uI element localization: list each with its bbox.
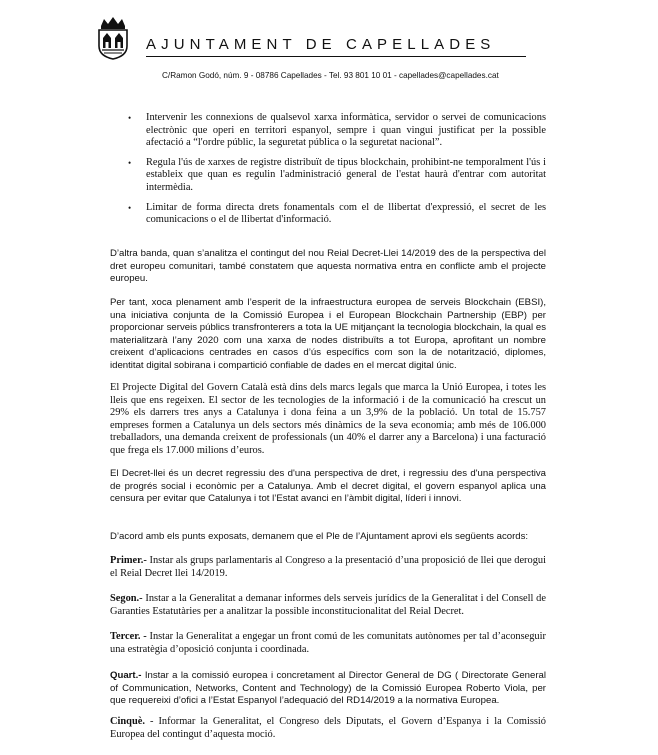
- agreement-label: Segon.-: [110, 593, 143, 604]
- bullet-icon: •: [128, 113, 132, 123]
- agreement-item: Quart.- Instar a la comissió europea i concretament al Director General de DG ( Directorate General of Communication, Networks, Content and Technology) de la Comissió Europea Roberto Viola, per que requereixi d’ofici a l’Estat Espanyol l’adequació del RD14/2019 a la normativa Europea.: [110, 670, 546, 707]
- paragraph: D’altra banda, quan s’analitza el contingut del nou Reial Decret-Llei 14/2019 des de la perspectiva del dret europeu comunitari, també constatem que aquesta normativa entra en conflicte amb el projecte europeu.: [110, 248, 546, 285]
- bullet-icon: •: [128, 157, 132, 168]
- list-item: • Regula l'ús de xarxes de registre distribuït de tipus blockchain, prohibint-ne temporalment l'ús i estableix que quan es regulin l'administració general de l'estat haurà d'entrar com autoritat intermèdia.: [128, 156, 546, 193]
- bullet-list: [110, 112, 546, 234]
- paragraph: D’acord amb els punts exposats, demanem que el Ple de l’Ajuntament aprovi els següents acords:: [110, 531, 529, 542]
- title-underline: [146, 56, 526, 57]
- agreement-label: Quart.-: [110, 670, 142, 681]
- agreement-label: Cinquè.: [110, 716, 145, 727]
- paragraph: El Decret-llei és un decret regressiu des d'una perspectiva de dret, i regressiu des d'una perspectiva de progrés social i econòmic per a Catalunya. Amb el decret digital, el govern espanyol aplica una censura per evitar que Catalunya i tot l’Estat avanci en l’àmbit digital, líderi i innovi.: [110, 468, 546, 505]
- paragraph: Per tant, xoca plenament amb l’esperit de la infraestructura europea de serveis Blockchain (EBSI), una iniciativa conjunta de la Comissió Europea i el European Blockchain Partnership (EBP) per proporcionar serveis públics transfronterers a tota la UE mitjançant la tecnologia blockchain, la qual es materialitzarà l’any 2020 com una xarxa de nodes distribuïts a tot Europa, aprofitant un nombre creixent d’aplicacions centrades en casos d’ús específics com son la de notarització, diplomes, identitat digital sobirana i compartició confiable de dades en el mercat digital únic.: [110, 297, 546, 371]
- list-item: • Limitar de forma directa drets fonamentals com el de llibertat d'expressió, el secret de les comunicacions o el de llibertat d'informació.: [128, 201, 546, 226]
- bullet-icon: •: [128, 202, 132, 213]
- paragraph: El Projecte Digital del Govern Català està dins dels marcs legals que marca la Unió Europea, i totes les lleis que ens regeixen. El sector de les tecnologies de la informació i de la comunicació ha crescut un 29% els darrers tres anys a Catalunya i dona feina a un 3,9% de la població. Un total de 15.757 empreses formen a Catalunya un dels sectors més dinàmics de la seva economia; amb més de 106.000 treballadors, una demanda creixent de professionals (un 40% el darrer any a Barcelona) i una facturació que frega els 17.000 milions d’euros.: [110, 382, 546, 456]
- agreement-label: Tercer. -: [110, 631, 147, 642]
- agreement-item: Tercer. - Instar la Generalitat a engegar un front comú de les comunitats autònomes per tal d’aconseguir una estratègia d’oposició conjunta i coordinada.: [110, 631, 546, 655]
- letterhead: [0, 0, 658, 90]
- coat-of-arms-logo: [95, 16, 131, 60]
- agreement-item: Primer.- Instar als grups parlamentaris al Congreso a la presentació d’una proposició de llei que derogui el Reial Decret llei 14/2019.: [110, 555, 546, 579]
- agreement-label: Primer.-: [110, 555, 147, 566]
- council-name: AJUNTAMENT DE CAPELLADES: [146, 36, 496, 53]
- list-item: • Intervenir les connexions de qualsevol xarxa informàtica, servidor o servei de comunicacions electrònic que operi en territori espanyol, sempre i quan vingui justificat per la possible afectació a “l'ordre públic, la seguretat pública o la seguretat nacional”.: [128, 112, 546, 149]
- agreement-item: Cinquè. - Informar la Generalitat, el Congreso dels Diputats, el Govern d’Espanya i la Comissió Europea del contingut d’aquesta moció.: [110, 716, 546, 740]
- council-address: C/Ramon Godó, núm. 9 - 08786 Capellades - Tel. 93 801 10 01 - capellades@capellades.cat: [162, 71, 499, 80]
- agreement-item: Segon.- Instar a la Generalitat a demanar informes dels serveis jurídics de la Generalitat i del Consell de Garanties Estatutàries per a analitzar la possible inconstitucionalitat del Reial Decret.: [110, 593, 546, 617]
